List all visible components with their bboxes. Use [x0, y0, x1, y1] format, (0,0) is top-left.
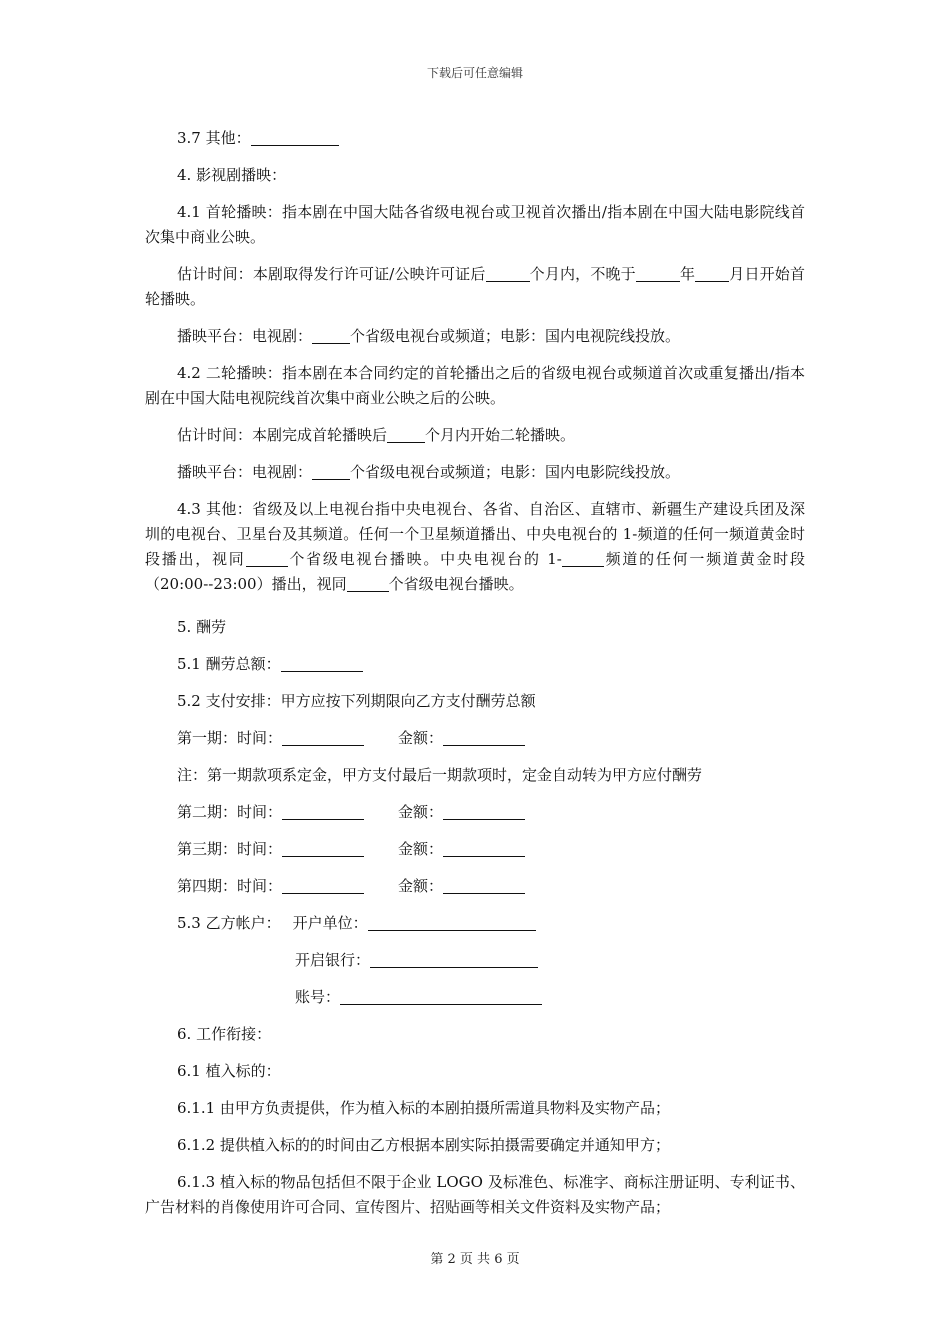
text: 频道的任何一频道黄金时段（20:00--23:00）播出，视同: [145, 550, 805, 593]
fill-blank[interactable]: [486, 265, 530, 282]
fill-blank[interactable]: [443, 877, 525, 894]
fill-blank[interactable]: [368, 914, 536, 931]
text: 金额：: [398, 729, 444, 747]
text: 金额：: [398, 840, 444, 858]
text: 月日开始首轮播映。: [145, 265, 805, 308]
text: 个省级电视台播映。: [388, 575, 524, 593]
clause-4-1-time: [145, 262, 805, 312]
payment-row-2: [145, 800, 805, 825]
fill-blank[interactable]: [246, 550, 288, 567]
fill-blank[interactable]: [281, 655, 363, 672]
page-header: 下载后可任意编辑: [426, 66, 523, 80]
account-row-bank: [145, 948, 805, 973]
document-body: [145, 126, 805, 1232]
text: 第一期：时间：: [177, 729, 283, 747]
fill-blank[interactable]: [347, 575, 389, 592]
payment-note: 注：第一期款项系定金，甲方支付最后一期款项时，定金自动转为甲方应付酬劳: [177, 766, 703, 784]
text: 播映平台：电视剧：: [177, 327, 313, 345]
fill-blank[interactable]: [282, 877, 364, 894]
fill-blank[interactable]: [282, 729, 364, 746]
clause-3-7: [145, 126, 805, 151]
clause-4-2-time: [145, 423, 805, 448]
text: 第三期：时间：: [177, 840, 283, 858]
fill-blank[interactable]: [282, 840, 364, 857]
text: 估计时间：本剧取得发行许可证/公映许可证后: [177, 265, 486, 283]
fill-blank[interactable]: [251, 129, 339, 146]
text: 4.3 其他：省级及以上电视台指中央电视台、各省、自治区、直辖市、新疆生产建设兵团及深圳的电视台、卫星台及其频道。任何一个卫星频道播出、中央电视台的 1-频道的任何一频道黄金时段播出，视同: [145, 500, 805, 568]
text: 个月内开始二轮播映。: [425, 426, 576, 444]
account-row-number: [145, 985, 805, 1010]
payment-row-1: [145, 726, 805, 751]
text: 第二期：时间：: [177, 803, 283, 821]
fill-blank[interactable]: [443, 803, 525, 820]
clause-6-1-1: 6.1.1 由甲方负责提供，作为植入标的本剧拍摄所需道具物料及实物产品；: [177, 1099, 670, 1117]
text: 播映平台：电视剧：: [177, 463, 313, 481]
fill-blank[interactable]: [370, 951, 538, 968]
text: 年: [679, 265, 696, 283]
clause-4-2: 4.2 二轮播映：指本剧在本合同约定的首轮播出之后的省级电视台或频道首次或重复播出/指本剧在中国大陆电视院线首次集中商业公映之后的公映。: [145, 364, 805, 407]
clause-5-2: 5.2 支付安排：甲方应按下列期限向乙方支付酬劳总额: [177, 692, 536, 710]
text: 5.1 酬劳总额：: [177, 655, 281, 673]
clause-5-1: [145, 652, 805, 677]
text: 个省级电视台播映。中央电视台的 1-: [287, 550, 562, 568]
payment-row-3: [145, 837, 805, 862]
account-row-unit: [145, 911, 805, 936]
fill-blank[interactable]: [387, 426, 425, 443]
section-5-heading: 5. 酬劳: [177, 618, 227, 636]
text: 账号：: [295, 988, 341, 1006]
fill-blank[interactable]: [312, 463, 350, 480]
fill-blank[interactable]: [562, 550, 604, 567]
text: 个省级电视台或频道；电影：国内电影院线投放。: [350, 463, 681, 481]
fill-blank[interactable]: [443, 729, 525, 746]
clause-3-7-text: 3.7 其他：: [177, 129, 251, 147]
clause-4-1-platform: [145, 324, 805, 349]
text: 5.3 乙方帐户：: [177, 914, 281, 932]
text: 个省级电视台或频道；电影：国内电视院线投放。: [350, 327, 681, 345]
text: 第四期：时间：: [177, 877, 283, 895]
clause-4-2-platform: [145, 460, 805, 485]
clause-6-1-3: 6.1.3 植入标的物品包括但不限于企业 LOGO 及标准色、标准字、商标注册证明、专利证书、广告材料的肖像使用许可合同、宣传图片、招贴画等相关文件资料及实物产品；: [145, 1173, 805, 1216]
clause-4-3: [145, 497, 805, 597]
fill-blank[interactable]: [443, 840, 525, 857]
text: 开户单位：: [292, 914, 368, 932]
text: 金额：: [398, 877, 444, 895]
fill-blank[interactable]: [312, 327, 350, 344]
fill-blank[interactable]: [282, 803, 364, 820]
text: 开启银行：: [295, 951, 371, 969]
section-6-heading: 6. 工作衔接：: [177, 1025, 272, 1043]
clause-6-1: 6.1 植入标的：: [177, 1062, 281, 1080]
page-footer: 第 2 页 共 6 页: [430, 1252, 520, 1267]
fill-blank[interactable]: [636, 265, 680, 282]
clause-4-1: 4.1 首轮播映：指本剧在中国大陆各省级电视台或卫视首次播出/指本剧在中国大陆电影院线首次集中商业公映。: [145, 203, 805, 246]
text: 金额：: [398, 803, 444, 821]
text: 估计时间：本剧完成首轮播映后: [177, 426, 388, 444]
fill-blank[interactable]: [340, 988, 542, 1005]
clause-6-1-2: 6.1.2 提供植入标的的时间由乙方根据本剧实际拍摄需要确定并通知甲方；: [177, 1136, 670, 1154]
text: 个月内，不晚于: [529, 265, 636, 283]
payment-row-4: [145, 874, 805, 899]
section-4-heading: 4. 影视剧播映：: [177, 166, 287, 184]
fill-blank[interactable]: [695, 265, 729, 282]
